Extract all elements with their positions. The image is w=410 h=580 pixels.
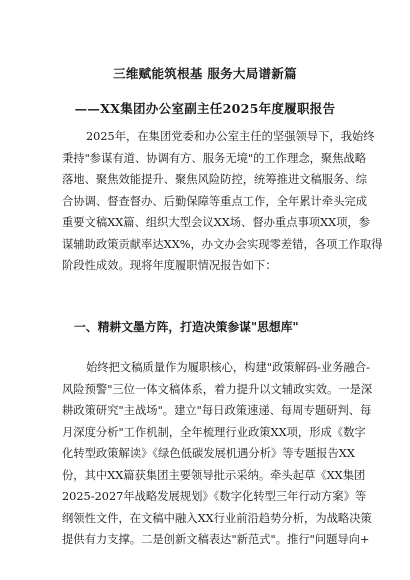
section-line: 始终把文稿质量作为履职核心，构建"政策解码-业务融合- [86, 361, 370, 374]
section-line: 纲领性文件，在文稿中融入XX行业前沿趋势分析，为战略决策 [62, 511, 372, 525]
intro-line: 落地、聚焦效能提升、聚焦风险防控，统筹推进文稿服务、综 [62, 173, 368, 186]
section-line: 耕政策研究"主战场"。建立"每日政策速递、每周专题研判、每 [62, 404, 372, 417]
section-heading: 一、精耕文墨方阵，打造决策参谋"思想库" [74, 320, 299, 334]
section-line: 份，其中XX篇获集团主要领导批示采纳。牵头起草《XX集团 [62, 468, 366, 482]
document-title: 三维赋能筑根基 服务大局谱新篇 [113, 66, 297, 81]
intro-line: 秉持"参谋有道、协调有方、服务无境"的工作理念，聚焦战略 [62, 151, 367, 165]
intro-line: 谋辅助政策贡献率达XX%，办文办会实现零差错，各项工作取得 [62, 237, 383, 251]
section-line: 2025-2027年战略发展规划》《数字化转型三年行动方案》等 [62, 490, 367, 503]
section-line: 提供有力支撑。二是创新文稿表达"新范式"。推行"问题导向+ [62, 533, 370, 546]
section-line: 风险预警"三位一体文稿体系，着力提升以文辅政实效。一是深 [62, 382, 373, 396]
intro-line: 阶段性成效。现将年度履职情况报告如下： [62, 259, 277, 272]
section-line: 月深度分析"工作机制，全年梳理行业政策XX项，形成《数字 [62, 425, 366, 439]
intro-line: 2025年，在集团党委和办公室主任的坚强领导下，我始终 [86, 130, 375, 143]
document-subtitle: ——XX集团办公室副主任2025年度履职报告 [74, 101, 336, 116]
intro-line: 重要文稿XX篇、组织大型会议XX场、督办重点事项XX项，参 [62, 216, 371, 229]
intro-paragraph [62, 126, 383, 277]
section-paragraph [62, 357, 373, 551]
intro-line: 合协调、督查督办、后勤保障等重点工作，全年累计牵头完成 [62, 194, 368, 208]
section-line: 化转型政策解读》《绿色低碳发展机遇分析》等专题报告XX [62, 447, 355, 460]
